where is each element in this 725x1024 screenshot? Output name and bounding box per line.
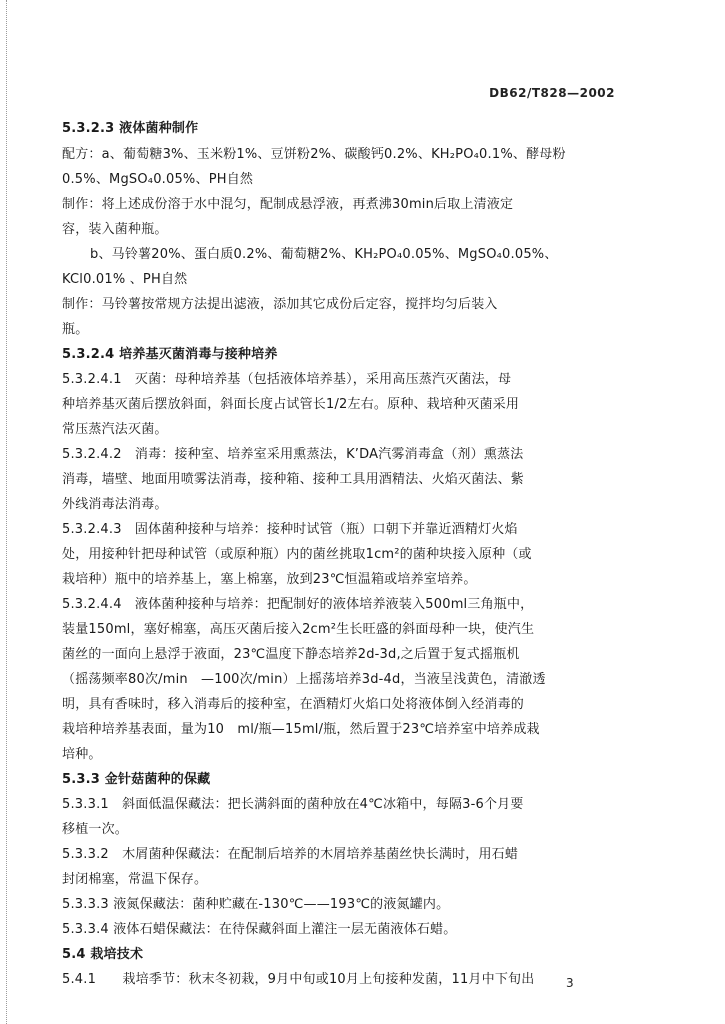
section-heading: 5.3.3 金针菇菌种的保藏 [62,772,211,787]
text-line: 瓶。 [62,322,89,337]
text-line: 制作：将上述成份溶于水中混匀，配制成悬浮液，再煮沸30min后取上清液定 [62,197,514,212]
section-heading: 5.3.2.3 液体菌种制作 [62,121,199,136]
text-line: 装量150ml，塞好棉塞，高压灭菌后接入2cm²生长旺盛的斜面母种一块，使汽生 [62,622,535,637]
section-heading: 5.3.2.4 培养基灭菌消毒与接种培养 [62,347,278,362]
text-line: KCl0.01% 、PH自然 [62,272,188,287]
text-line: 种培养基灭菌后摆放斜面，斜面长度占试管长1/2左右。原种、栽培种灭菌采用 [62,397,520,412]
text-line: 培种。 [62,747,102,762]
text-line: 处，用接种针把母种试管（或原种瓶）内的菌丝挑取1cm²的菌种块接入原种（或 [62,547,532,562]
text-line: 5.3.3.1 斜面低温保藏法：把长满斜面的菌种放在4℃冰箱中，每隔3-6个月要 [62,797,524,812]
text-line: 5.3.3.2 木屑菌种保藏法：在配制后培养的木屑培养基菌丝快长满时，用石蜡 [62,847,519,862]
text-line: （摇荡频率80次/min —100次/min）上摇荡培养3d-4d，当液呈浅黄色，清澈透 [62,672,546,687]
text-line: 明，具有香味时，移入消毒后的接种室，在酒精灯火焰口处将液体倒入经消毒的 [62,697,525,712]
standard-code: DB62/T828—2002 [489,86,615,100]
text-line: 5.3.2.4.4 液体菌种接种与培养：把配制好的液体培养液装入500ml三角瓶中， [62,597,534,612]
text-line: 5.4.1 栽培季节：秋末冬初栽，9月中旬或10月上旬接种发菌，11月中下旬出 [62,972,535,987]
text-line: 封闭棉塞，常温下保存。 [62,872,208,887]
text-line: 5.3.2.4.2 消毒：接种室、培养室采用熏蒸法，K’DA汽雾消毒盒（剂）熏蒸法 [62,447,524,462]
section-heading: 5.4 栽培技术 [62,947,144,962]
text-line: 常压蒸汽法灭菌。 [62,422,168,437]
text-line: 外线消毒法消毒。 [62,497,168,512]
text-line: 5.3.3.4 液体石蜡保藏法：在待保藏斜面上灌注一层无菌液体石蜡。 [62,922,457,937]
text-line: 5.3.3.3 液氮保藏法：菌种贮藏在-130℃——193℃的液氮罐内。 [62,897,450,912]
text-line: b、马铃薯20%、蛋白质0.2%、葡萄糖2%、KH₂PO₄0.05%、MgSO₄0.05%、 [90,247,558,262]
text-line: 容，装入菌种瓶。 [62,222,168,237]
text-line: 栽培种培养基表面，量为10 ml/瓶—15ml/瓶，然后置于23℃培养室中培养成栽 [62,722,540,737]
text-line: 0.5%、MgSO₄0.05%、PH自然 [62,172,254,187]
text-line: 5.3.2.4.3 固体菌种接种与培养：接种时试管（瓶）口朝下并靠近酒精灯火焰 [62,522,518,537]
text-line: 菌丝的一面向上悬浮于液面，23℃温度下静态培养2d-3d,之后置于复式摇瓶机 [62,647,520,662]
page-number: 3 [566,976,574,990]
scan-edge-dots [6,0,9,1024]
text-line: 移植一次。 [62,822,129,837]
text-line: 栽培种）瓶中的培养基上，塞上棉塞，放到23℃恒温箱或培养室培养。 [62,572,477,587]
text-line: 5.3.2.4.1 灭菌：母种培养基（包括液体培养基），采用高压蒸汽灭菌法，母 [62,372,512,387]
text-line: 配方：a、葡萄糖3%、玉米粉1%、豆饼粉2%、碳酸钙0.2%、KH₂PO₄0.1%、酵母粉 [62,147,566,162]
text-line: 制作：马铃薯按常规方法提出滤液，添加其它成份后定容，搅拌均匀后装入 [62,297,498,312]
text-line: 消毒，墙壁、地面用喷雾法消毒，接种箱、接种工具用酒精法、火焰灭菌法、紫 [62,472,525,487]
